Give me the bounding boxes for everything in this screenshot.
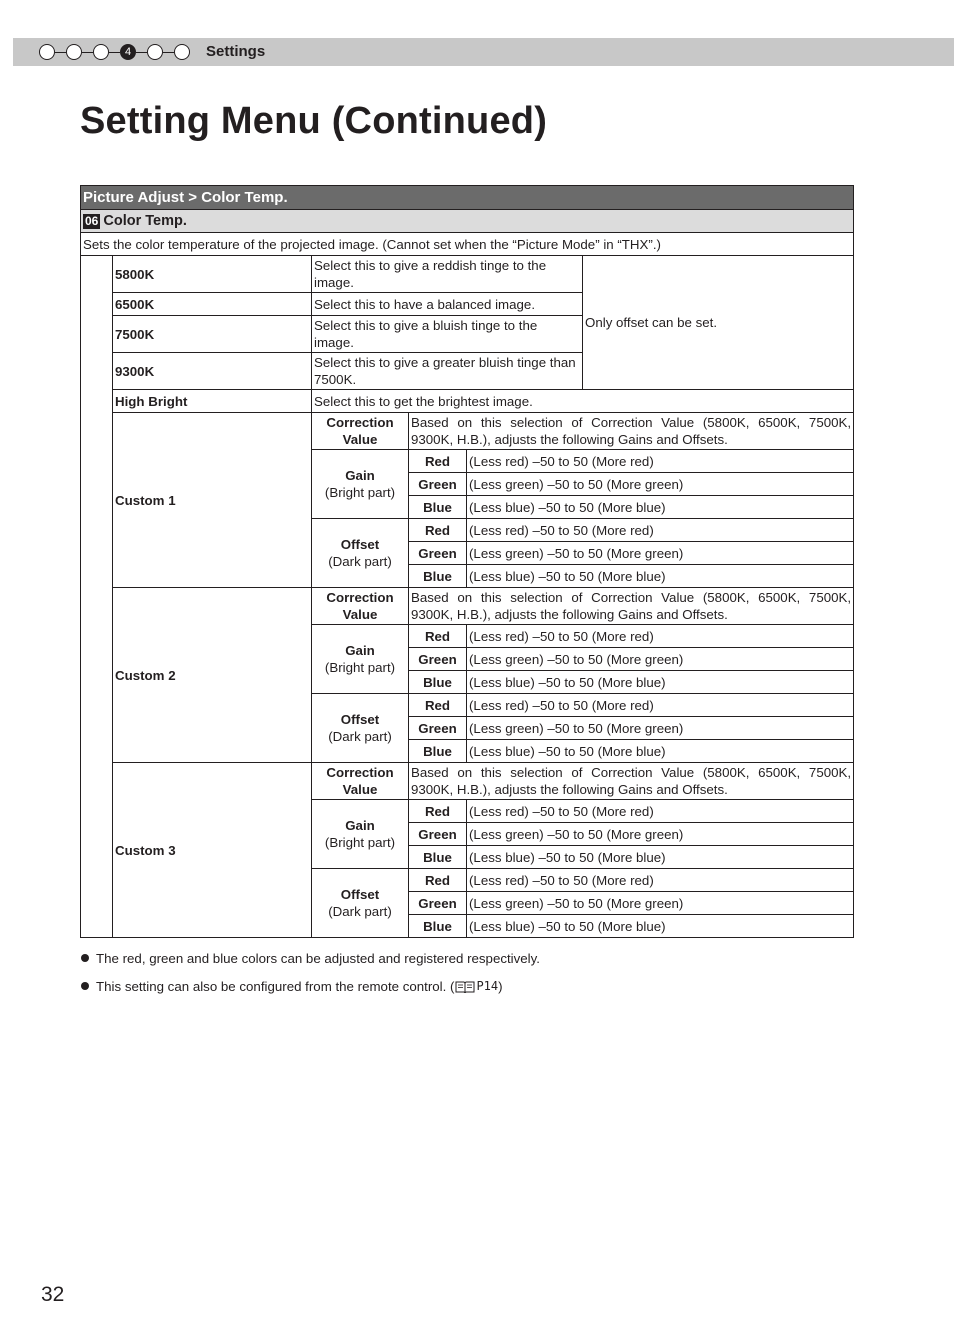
custom-name: Custom 1 (113, 413, 312, 588)
channel-range: (Less red) –50 to 50 (More red) (467, 625, 854, 648)
preset-desc: Select this to give a greater bluish tinge than 7500K. (312, 353, 583, 390)
channel-green: Green (409, 717, 467, 740)
channel-green: Green (409, 648, 467, 671)
note-text: ) (498, 978, 503, 994)
color-temp-table (80, 185, 854, 938)
preset-name: 5800K (113, 256, 312, 293)
item-description: Sets the color temperature of the projected image. (Cannot set when the “Picture Mode” in “THX”.) (81, 233, 854, 256)
offset-title: Offset (340, 887, 380, 902)
preset-name: 6500K (113, 293, 312, 316)
correction-value-label: Correction Value (312, 763, 409, 800)
page-number: 32 (41, 1283, 65, 1306)
chapter-circle (66, 44, 82, 60)
correction-desc: Based on this selection of Correction Value (5800K, 6500K, 7500K, 9300K, H.B.), adjusts the following Gains and Offsets. (409, 588, 854, 625)
channel-green: Green (409, 823, 467, 846)
channel-range: (Less red) –50 to 50 (More red) (467, 450, 854, 473)
channel-blue: Blue (409, 846, 467, 869)
item-name: Color Temp. (103, 212, 187, 229)
item-number: 06 (85, 213, 99, 228)
gain-title: Gain (345, 468, 375, 483)
page-reference[interactable]: P14 (476, 979, 499, 993)
bullet-icon (81, 954, 89, 962)
channel-blue: Blue (409, 496, 467, 519)
offset-label (312, 694, 409, 763)
chapter-circle (174, 44, 190, 60)
chapter-connector (55, 52, 66, 53)
offset-subtitle: (Dark part) (328, 904, 392, 919)
offset-title: Offset (340, 712, 380, 727)
preset-desc: Select this to give a bluish tinge to the image. (312, 316, 583, 353)
high-bright-desc: Select this to get the brightest image. (312, 390, 854, 413)
gain-label (312, 450, 409, 519)
chapter-indicator (39, 44, 190, 60)
gain-label (312, 800, 409, 869)
gain-subtitle: (Bright part) (324, 485, 396, 500)
note-item (80, 978, 540, 994)
chapter-connector (109, 52, 120, 53)
channel-green: Green (409, 542, 467, 565)
channel-blue: Blue (409, 915, 467, 938)
correction-value-label: Correction Value (312, 413, 409, 450)
correction-value-label: Correction Value (312, 588, 409, 625)
book-reference-icon (455, 980, 475, 993)
chapter-circle (93, 44, 109, 60)
preset-desc: Select this to have a balanced image. (312, 293, 583, 316)
channel-range: (Less blue) –50 to 50 (More blue) (467, 740, 854, 763)
offset-subtitle: (Dark part) (328, 729, 392, 744)
channel-red: Red (409, 450, 467, 473)
channel-range: (Less blue) –50 to 50 (More blue) (467, 565, 854, 588)
channel-range: (Less blue) –50 to 50 (More blue) (467, 915, 854, 938)
gain-label (312, 625, 409, 694)
chapter-circle (39, 44, 55, 60)
chapter-connector (163, 52, 174, 53)
channel-red: Red (409, 869, 467, 892)
gain-title: Gain (345, 818, 375, 833)
chapter-connector (136, 52, 147, 53)
channel-range: (Less blue) –50 to 50 (More blue) (467, 671, 854, 694)
indent-cell (81, 256, 113, 938)
channel-red: Red (409, 519, 467, 542)
chapter-connector (82, 52, 93, 53)
channel-range: (Less red) –50 to 50 (More red) (467, 800, 854, 823)
bullet-icon (81, 982, 89, 990)
gain-title: Gain (345, 643, 375, 658)
section-label: Settings (206, 43, 266, 60)
chapter-bar (13, 38, 954, 66)
correction-desc: Based on this selection of Correction Value (5800K, 6500K, 7500K, 9300K, H.B.), adjusts the following Gains and Offsets. (409, 413, 854, 450)
channel-range: (Less green) –50 to 50 (More green) (467, 892, 854, 915)
page-title: Setting Menu (Continued) (80, 100, 548, 142)
offset-label (312, 519, 409, 588)
preset-desc: Select this to give a reddish tinge to the image. (312, 256, 583, 293)
channel-range: (Less green) –50 to 50 (More green) (467, 717, 854, 740)
channel-range: (Less green) –50 to 50 (More green) (467, 648, 854, 671)
note-item (80, 950, 540, 966)
channel-red: Red (409, 625, 467, 648)
chapter-circle (147, 44, 163, 60)
channel-blue: Blue (409, 565, 467, 588)
channel-range: (Less blue) –50 to 50 (More blue) (467, 496, 854, 519)
correction-desc: Based on this selection of Correction Value (5800K, 6500K, 7500K, 9300K, H.B.), adjusts the following Gains and Offsets. (409, 763, 854, 800)
channel-range: (Less red) –50 to 50 (More red) (467, 694, 854, 717)
channel-range: (Less green) –50 to 50 (More green) (467, 542, 854, 565)
custom-name: Custom 3 (113, 763, 312, 938)
channel-range: (Less red) –50 to 50 (More red) (467, 519, 854, 542)
channel-red: Red (409, 800, 467, 823)
offset-title: Offset (340, 537, 380, 552)
gain-subtitle: (Bright part) (324, 660, 396, 675)
channel-range: (Less green) –50 to 50 (More green) (467, 473, 854, 496)
note-text: This setting can also be configured from the remote control. ( (96, 978, 455, 994)
channel-green: Green (409, 892, 467, 915)
note-text: The red, green and blue colors can be adjusted and registered respectively. (96, 950, 540, 966)
offset-label (312, 869, 409, 938)
channel-red: Red (409, 694, 467, 717)
custom-name: Custom 2 (113, 588, 312, 763)
item-heading (81, 210, 854, 233)
channel-range: (Less blue) –50 to 50 (More blue) (467, 846, 854, 869)
preset-name: 9300K (113, 353, 312, 390)
chapter-circle-active: 4 (120, 44, 136, 60)
channel-blue: Blue (409, 671, 467, 694)
gain-subtitle: (Bright part) (324, 835, 396, 850)
channel-range: (Less green) –50 to 50 (More green) (467, 823, 854, 846)
high-bright-name: High Bright (113, 390, 312, 413)
preset-note: Only offset can be set. (583, 256, 854, 390)
offset-subtitle: (Dark part) (328, 554, 392, 569)
channel-blue: Blue (409, 740, 467, 763)
channel-green: Green (409, 473, 467, 496)
breadcrumb: Picture Adjust > Color Temp. (81, 186, 854, 210)
channel-range: (Less red) –50 to 50 (More red) (467, 869, 854, 892)
preset-name: 7500K (113, 316, 312, 353)
notes (80, 950, 540, 1006)
